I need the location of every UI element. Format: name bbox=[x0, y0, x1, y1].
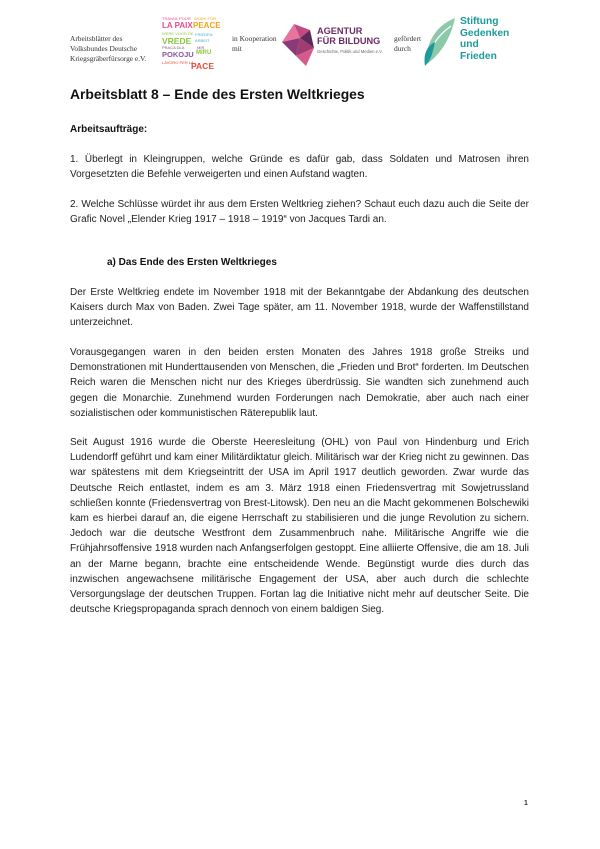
funded-text bbox=[394, 34, 421, 54]
body-paragraph: Vorausgegangen waren in den beiden ersten Monaten des Jahres 1918 große Streiks und Demonstrationen mit Hunderttausenden von Menschen, die „Frieden und Brot“ forderten. Im Deutschen Reich waren die Menschen nicht nur des Krieges überdrüssig. Sie wandten sich zunehmend auch gegen die Monarchie. Zunehmend wurden Forderungen nach Demokratie, aber auch nach einer sozialistischen oder kommunistischen Räterepublik laut. bbox=[70, 347, 529, 419]
logo-word: VREDE bbox=[162, 36, 192, 46]
agentur-fuer-bildung-logo bbox=[280, 20, 390, 70]
logo-word: WORK FOR bbox=[194, 16, 216, 21]
funded-line: durch bbox=[394, 44, 411, 53]
cooperation-line: in Kooperation bbox=[232, 34, 277, 43]
stiftung-name bbox=[460, 16, 509, 62]
logo-word: TRAVAIL POUR bbox=[162, 16, 191, 21]
logo-word: MIR bbox=[197, 45, 205, 50]
cooperation-line: mit bbox=[232, 44, 242, 53]
logo-word: ARBEIT bbox=[195, 38, 210, 43]
logo-word: PACE bbox=[191, 61, 214, 71]
section-heading: a) Das Ende des Ersten Weltkrieges bbox=[107, 257, 277, 268]
stiftung-name-line: Gedenken bbox=[460, 27, 510, 39]
logo-word: PRACA DLA bbox=[162, 45, 185, 50]
stiftung-gedenken-logo bbox=[421, 14, 521, 74]
logo-word: FRIEDEN bbox=[195, 32, 213, 37]
body-paragraph: Der Erste Weltkrieg endete im November 1918 mit der Bekanntgabe der Abdankung des deutschen Kaisers durch Max von Baden. Zwei Tage später, am 11. November 1918, wurde der Waffenstillstand unterzeichnet. bbox=[70, 287, 529, 329]
publisher-text bbox=[70, 34, 146, 64]
logo-word: MIRU bbox=[196, 50, 212, 56]
worksheet-title: Arbeitsblatt 8 – Ende des Ersten Weltkrieges bbox=[70, 86, 365, 102]
agentur-bird-icon bbox=[280, 20, 316, 68]
publisher-line: Arbeitsblätter des bbox=[70, 34, 123, 43]
logo-word: PEACE bbox=[193, 21, 221, 30]
stiftung-name-line: und bbox=[460, 39, 479, 51]
logo-word: WERK VOOR DE bbox=[162, 31, 194, 36]
agentur-subtitle: Geschichte, Politik und Medien e.V. bbox=[317, 49, 383, 54]
task-item: 2. Welche Schlüsse würdet ihr aus dem Ersten Weltkrieg ziehen? Schaut euch dazu auch die Seite der Grafic Novel „Elender Krieg 1917 – 1918 – 1919“ von Jacques Tardi an. bbox=[70, 199, 529, 226]
agentur-title-line: FÜR BILDUNG bbox=[317, 36, 381, 46]
publisher-line: Volksbundes Deutsche bbox=[70, 44, 137, 53]
cooperation-text bbox=[232, 34, 277, 54]
logo-word: LA PAIX bbox=[162, 21, 193, 30]
tasks-heading: Arbeitsaufträge: bbox=[70, 124, 148, 135]
agentur-title-line: AGENTUR bbox=[317, 26, 363, 36]
task-item: 1. Überlegt in Kleingruppen, welche Gründe es dafür gab, dass Soldaten und Matrosen ihren Vorgesetzten die Befehle verweigerten und einen Aufstand wagten. bbox=[70, 154, 529, 181]
stiftung-leaf-icon bbox=[421, 16, 459, 68]
logo-word: POKOJU bbox=[162, 50, 194, 59]
funded-line: gefördert bbox=[394, 34, 422, 43]
stiftung-name-line: Frieden bbox=[460, 50, 497, 62]
publisher-line: Kriegsgräberfürsorge e.V. bbox=[70, 54, 147, 63]
body-paragraph: Seit August 1916 wurde die Oberste Heeresleitung (OHL) von Paul von Hindenburg und Erich Ludendorff geführt und kam einer Militärdiktatur gleich. Militärisch war der Krieg nicht zu gewinnen. Das war spätestens mit dem Kriegseintritt der USA im April 1917 deutlich geworden. Zwar wurde das Deutsche Reich entlastet, indem es am 3. März 1918 einen Friedensvertrag mit Sowjetrussland schließen konnte (Friedensvertrag von Brest-Litowsk). Den neu an die Macht gekommenen Bolschewiki kam es hierbei darauf an, die eigene Herrschaft zu stabilisieren und die junge Revolution zu sichern. Jedoch war die deutsche Westfront dem Zusammenbruch nahe. Militärische Angriffe wie die Frühjahrsoffensive 1918 wurden nach Anfangserfolgen gestoppt. Eine alliierte Offensive, die am 18. Juli an der Marne begann, brachte eine entscheidende Wende. Begünstigt wurde dies durch das inzwischen angewachsene militärische Engagement der USA, aber auch durch die schlechte Versorgungslage der deutschen Truppen. Fortan lag die Initiative nicht mehr auf deutscher Seite. Die deutsche Kriegspropaganda sprach dennoch von einem baldigen Sieg. bbox=[70, 437, 529, 616]
logo-word: LAVORO PER LA bbox=[162, 60, 194, 65]
page-number: 1 bbox=[524, 800, 528, 807]
stiftung-name-line: Stiftung bbox=[460, 16, 499, 27]
work-for-peace-logo bbox=[161, 15, 221, 73]
